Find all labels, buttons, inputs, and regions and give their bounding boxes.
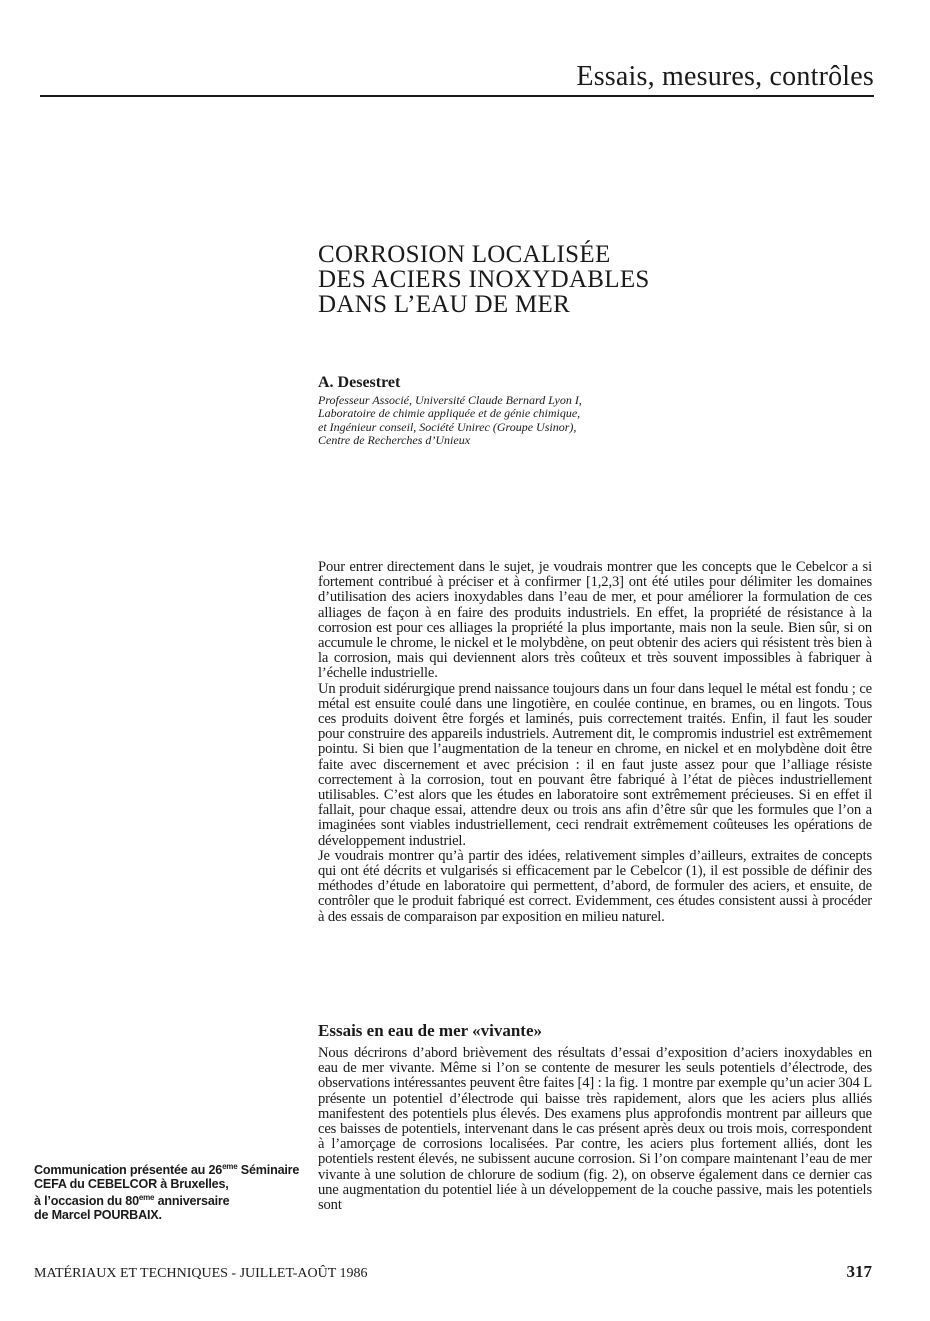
- seminar-note: [34, 1160, 304, 1222]
- footer-journal: MATÉRIAUX ET TECHNIQUES - JUILLET-AOÛT 1986: [34, 1266, 368, 1281]
- body-paragraph: Un produit sidérurgique prend naissance toujours dans un four dans lequel le métal est fondu ; ce métal est ensuite coulé dans une lingotière, en coulée continue, en brames, ou en lingots. Tous ces produits doivent être forgés et laminés, puis correctement traités. Enfin, il faut les souder pour construire des appareils industriels. Autrement dit, le compromis industriel est extrêmement pointu. Si bien que l’augmentation de la teneur en chrome, en nickel et en molybdène doit être faite avec discernement et avec précision : il en faut juste assez pour que l’alliage résiste correctement à la corrosion, tout en pouvant être fabriqué à l’état de pièces industriellement utilisables. C’est alors que les études en laboratoire sont extrêmement précieuses. Si en effet il fallait, pour chaque essai, attendre deux ou trois ans afin d’être sûr que les formules que l’on a imaginées sont viables industriellement, ceci rendrait extrêmement coûteuses les opérations de développement industriel.: [318, 680, 872, 849]
- section-heading: Essais en eau de mer «vivante»: [318, 1021, 542, 1040]
- title-line: DES ACIERS INOXYDABLES: [318, 266, 650, 293]
- section-header: Essais, mesures, contrôles: [576, 61, 874, 92]
- header-rule: [40, 95, 874, 97]
- title-line: DANS L’EAU DE MER: [318, 291, 571, 318]
- note-line: CEFA du CEBELCOR à Bruxelles,: [34, 1177, 229, 1192]
- affiliation-line: Centre de Recherches d’Unieux: [318, 433, 471, 448]
- note-line: [34, 1191, 304, 1208]
- body-paragraph: Nous décrirons d’abord brièvement des résultats d’essai d’exposition d’aciers inoxydables en eau de mer vivante. Même si l’on se contente de mesurer les seuls potentiels d’électrode, des observations intéressantes peuvent être faites [4] : la fig. 1 montre par exemple qu’un acier 304 L présente un potentiel d’électrode qui baisse très rapidement, alors que les aciers plus alliés manifestent des potentiels plus élevés. Des examens plus approfondis montrent par ailleurs que ces baisses de potentiels, intervenant dans le cas présent après deux ou trois mois, correspondent à l’amorçage de corrosions localisées. Par contre, les aciers plus fortement alliés, dont les potentiels restent élevés, ne subissent aucune corrosion. Si l’on compare maintenant l’eau de mer vivante à une solution de chlorure de sodium (fig. 2), on observe également dans ce dernier cas une augmentation du potentiel liée à un développement de la couche passive, mais les potentiels sont: [318, 1045, 872, 1214]
- note-superscript: eme: [138, 1193, 155, 1203]
- body-paragraph: Je voudrais montrer qu’à partir des idées, relativement simples d’ailleurs, extraites de concepts qui ont été décrits et vulgarisés si efficacement par le Cebelcor (1), il est possible de définir des méthodes d’étude en laboratoire qui permettent, d’abord, de formuler des aciers, et ensuite, de contrôler que le produit fabriqué est correct. Evidemment, ces études consistent aussi à procéder à des essais de comparaison par exposition en milieu naturel.: [318, 847, 872, 925]
- body-paragraph: Pour entrer directement dans le sujet, je voudrais montrer que les concepts que le Cebelcor a si fortement contribué à préciser et à confirmer [1,2,3] ont été utiles pour délimiter les domaines d’utilisation des aciers inoxydables dans l’eau de mer, et pour améliorer la formulation de ces alliages de façon à en faire des produits industriels. En effet, la propriété de résistance à la corrosion est pour ces alliages la propriété la plus importante, mais non la seule. Bien sûr, si on accumule le chrome, le nickel et le molybdène, on peut obtenir des aciers qui résistent très bien à la corrosion, mais qui deviennent alors très coûteux et très souvent impossibles à fabriquer à l’échelle industrielle.: [318, 559, 872, 682]
- note-superscript: eme: [222, 1162, 238, 1171]
- note-line: [34, 1160, 304, 1177]
- introduction-text: [318, 560, 872, 925]
- affiliation-line: et Ingénieur conseil, Société Unirec (Groupe Usinor),: [318, 419, 577, 434]
- article-title: [318, 242, 838, 317]
- affiliation-line: Professeur Associé, Université Claude Bernard Lyon I,: [318, 393, 582, 407]
- note-text: Communication présentée au 26: [34, 1163, 223, 1178]
- note-text: anniversaire: [154, 1194, 230, 1209]
- author-affiliation: [318, 394, 738, 448]
- affiliation-line: Laboratoire de chimie appliquée et de génie chimique,: [318, 406, 581, 421]
- author-name: A. Desestret: [318, 374, 401, 391]
- note-text: à l’occasion du 80: [34, 1194, 139, 1209]
- section-body: [318, 1046, 872, 1213]
- title-line: CORROSION LOCALISÉE: [318, 241, 611, 268]
- note-text: Séminaire: [237, 1163, 300, 1178]
- note-line: de Marcel POURBAIX.: [34, 1208, 162, 1223]
- page-number: 317: [846, 1262, 872, 1281]
